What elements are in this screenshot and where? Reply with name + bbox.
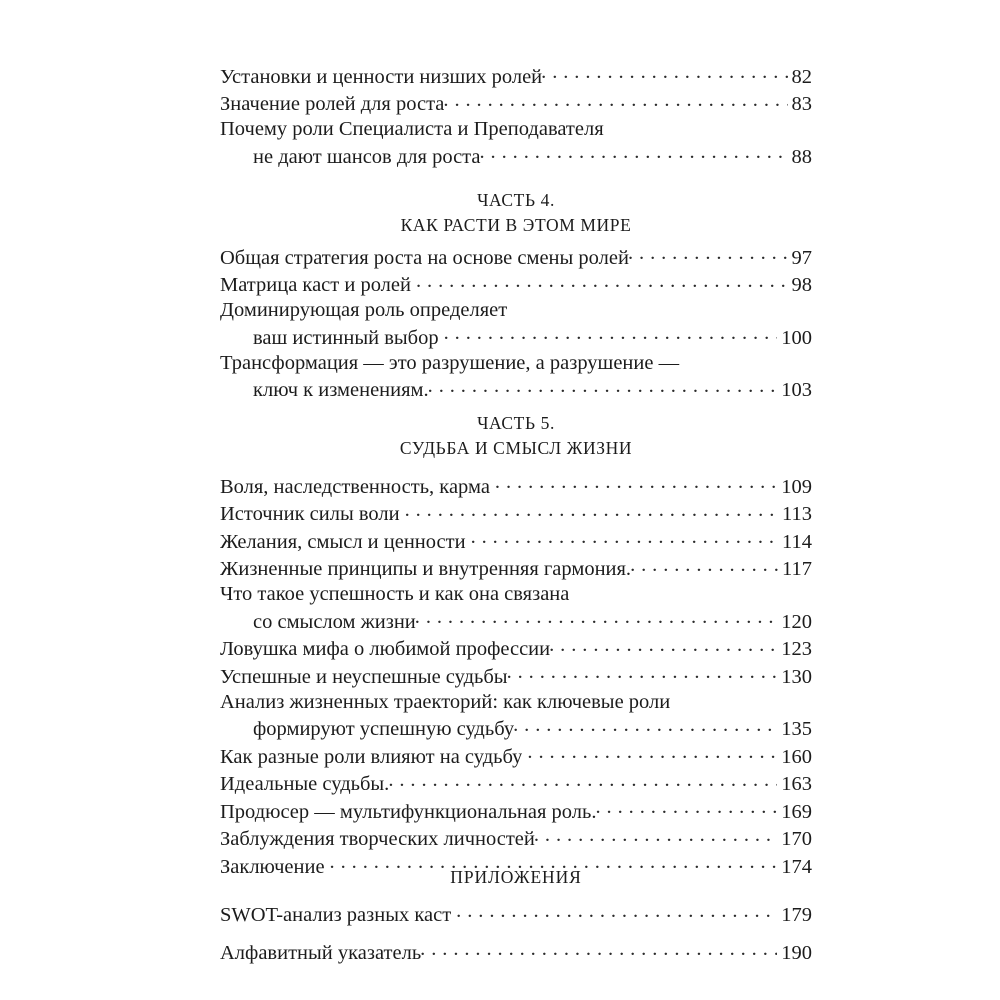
- toc-page-number: 82: [791, 65, 812, 88]
- toc-entry-wrap-line: [220, 117, 812, 142]
- toc-dot-leader: [443, 90, 787, 111]
- toc-dot-leader: [471, 527, 778, 548]
- toc-page-number: 169: [781, 800, 812, 823]
- toc-entry-title: Почему роли Специалиста и Преподавателя: [220, 118, 604, 140]
- toc-page-number: 163: [781, 773, 812, 795]
- toc-entry[interactable]: [220, 243, 812, 271]
- toc-entry[interactable]: [220, 555, 812, 583]
- toc-page-number: 135: [781, 718, 812, 740]
- toc-entry-title: Заблуждения творческих личностей: [220, 828, 535, 850]
- toc-entry-title: Общая стратегия роста на основе смены ролей: [220, 246, 629, 269]
- toc-entry-title: Идеальные судьбы.: [220, 773, 390, 795]
- toc-entry-title: ваш истинный выбор: [253, 326, 439, 349]
- toc-entry-title: SWOT-анализ разных каст: [220, 904, 452, 926]
- toc-page-number: 103: [781, 379, 812, 401]
- toc-dot-leader: [541, 62, 787, 83]
- toc-entry[interactable]: [220, 142, 812, 170]
- toc-entry-title: Заключение: [220, 855, 325, 878]
- part-4-label: ЧАСТЬ 4.: [477, 190, 555, 210]
- toc-entry-title: Значение ролей для роста: [220, 93, 445, 115]
- toc-entry-title: Доминирующая роль определяет: [220, 299, 508, 321]
- toc-entry-title: Трансформация — это разрушение, а разрушение —: [220, 351, 680, 374]
- toc-entry-title: Желания, смысл и ценности: [220, 530, 466, 553]
- toc-entry[interactable]: [220, 62, 812, 90]
- toc-entry-title: Анализ жизненных траекторий: как ключевые роли: [220, 690, 671, 713]
- toc-section-appendix: [220, 896, 812, 972]
- appendix-heading: [220, 865, 812, 890]
- toc-dot-leader: [480, 142, 788, 163]
- toc-entry-title: Как разные роли влияют на судьбу: [220, 745, 523, 768]
- toc-entry[interactable]: [220, 527, 812, 555]
- toc-dot-leader: [513, 715, 777, 736]
- toc-dot-leader: [630, 555, 778, 576]
- toc-page-number: 120: [781, 610, 812, 633]
- toc-dot-leader: [416, 271, 788, 292]
- toc-dot-leader: [415, 607, 777, 628]
- toc-dot-leader: [405, 500, 778, 521]
- toc-page-number: 170: [781, 828, 812, 850]
- toc-page-number: 114: [782, 530, 812, 553]
- toc-entry-wrap-line: [220, 351, 812, 376]
- toc-entry-title: со смыслом жизни: [253, 610, 416, 633]
- toc-section-part-4: [220, 243, 812, 403]
- toc-entry-title: формируют успешную судьбу: [253, 718, 515, 740]
- toc-dot-leader: [549, 635, 777, 656]
- toc-entry[interactable]: [220, 662, 812, 690]
- toc-entry[interactable]: [220, 376, 812, 404]
- toc-dot-leader: [507, 662, 778, 683]
- toc-page-number: 130: [781, 665, 812, 688]
- toc-page-number: 174: [781, 855, 812, 878]
- toc-entry[interactable]: [220, 271, 812, 299]
- toc-entry[interactable]: [220, 742, 812, 770]
- toc-dot-leader: [388, 770, 777, 791]
- part-5-label: ЧАСТЬ 5.: [477, 413, 555, 433]
- toc-page-number: 100: [781, 326, 812, 349]
- toc-entry-title: Установки и ценности низших ролей: [220, 65, 543, 88]
- toc-page-number: 117: [782, 558, 812, 580]
- toc-entry-title: Продюсер — мультифункциональная роль.: [220, 800, 597, 823]
- toc-dot-leader: [534, 825, 777, 846]
- toc-dot-leader: [628, 243, 788, 264]
- part-5-title: СУДЬБА И СМЫСЛ ЖИЗНИ: [399, 438, 633, 458]
- toc-dot-leader: [444, 323, 778, 344]
- toc-entry[interactable]: [220, 472, 812, 500]
- toc-entry[interactable]: [220, 715, 812, 743]
- toc-dot-leader: [420, 939, 777, 960]
- toc-page-number: 83: [791, 93, 812, 115]
- toc-entry-title: не дают шансов для роста: [253, 145, 481, 168]
- toc-page-number: 179: [781, 904, 812, 926]
- toc-page-number: 123: [781, 638, 812, 660]
- toc-dot-leader: [495, 472, 777, 493]
- toc-entry[interactable]: [220, 500, 812, 528]
- toc-page-number: 109: [781, 475, 812, 498]
- toc-dot-leader: [596, 797, 778, 818]
- toc-entry-title: ключ к изменениям.: [253, 379, 429, 401]
- toc-entry[interactable]: [220, 607, 812, 635]
- toc-entry[interactable]: [220, 323, 812, 351]
- toc-entry[interactable]: [220, 797, 812, 825]
- toc-entry-title: Что такое успешность и как она связана: [220, 583, 570, 605]
- toc-entry-title: Матрица каст и ролей: [220, 274, 411, 296]
- toc-entry-wrap-line: [220, 690, 812, 715]
- toc-entry[interactable]: [220, 825, 812, 853]
- toc-page-number: 97: [791, 246, 812, 269]
- appendix-title: ПРИЛОЖЕНИЯ: [450, 867, 582, 887]
- toc-dot-leader: [428, 376, 778, 397]
- toc-page-number: 88: [791, 145, 812, 168]
- toc-page-number: 113: [782, 503, 812, 525]
- toc-entry-title: Источник силы воли: [220, 503, 400, 525]
- toc-dot-leader: [527, 742, 777, 763]
- part-5-heading: [220, 411, 812, 461]
- toc-entry-title: Воля, наследственность, карма: [220, 475, 490, 498]
- toc-entry-title: Жизненные принципы и внутренняя гармония.: [220, 558, 632, 580]
- toc-entry-wrap-line: [220, 298, 812, 323]
- toc-entry-title: Ловушка мифа о любимой профессии: [220, 638, 551, 660]
- toc-section-part-5: [220, 472, 812, 880]
- toc-entry[interactable]: [220, 90, 812, 118]
- toc-entry-title: Успешные и неуспешные судьбы: [220, 665, 508, 688]
- part-4-heading: [220, 188, 812, 238]
- toc-entry-title: Алфавитный указатель: [220, 942, 422, 964]
- toc-entry[interactable]: [220, 896, 812, 934]
- toc-page-number: 160: [781, 745, 812, 768]
- toc-page-number: 98: [791, 274, 812, 296]
- toc-page-number: 190: [781, 942, 812, 964]
- toc-dot-leader: [456, 901, 777, 922]
- toc-entry[interactable]: [220, 934, 812, 972]
- toc-entry[interactable]: [220, 635, 812, 663]
- toc-section-continued: [220, 62, 812, 170]
- toc-entry-wrap-line: [220, 582, 812, 607]
- toc-entry[interactable]: [220, 770, 812, 798]
- part-4-title: КАК РАСТИ В ЭТОМ МИРЕ: [400, 215, 632, 235]
